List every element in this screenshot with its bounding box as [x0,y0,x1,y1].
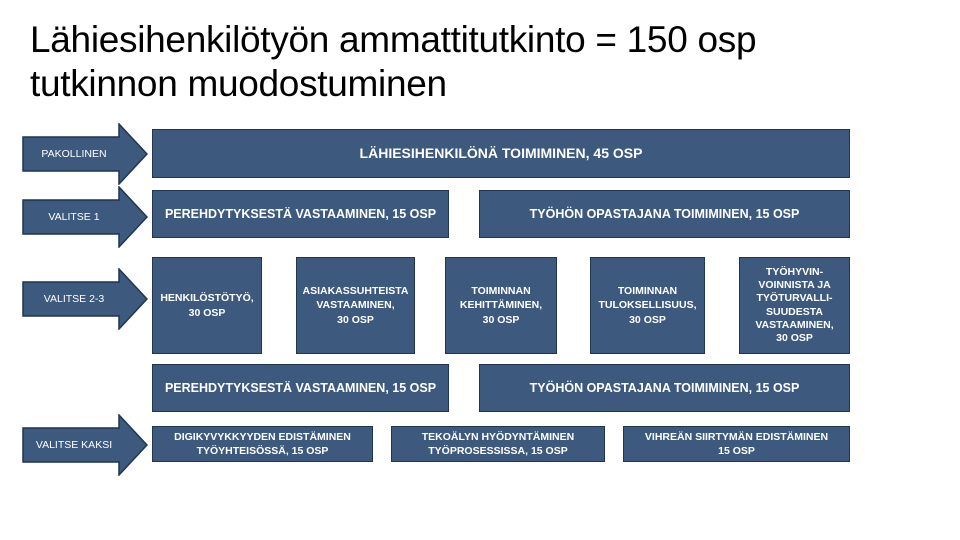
arrow-label-valitse-2-3: VALITSE 2-3 [43,293,105,305]
page-title [30,18,930,106]
arrow-valitse-2-3 [22,268,148,330]
title-line-1: Lähiesihenkilötyön ammattitutkinto = 150 osp [30,19,757,60]
arrow-label-pakollinen: PAKOLLINEN [41,148,107,160]
arrow-valitse-kaksi [22,414,148,476]
module-vihrean-siirtyman-edistaminen: VIHREÄN SIIRTYMÄN EDISTÄMINEN 15 OSP [623,426,850,462]
arrow-label-valitse-1: VALITSE 1 [48,211,100,223]
module-tekoalyn-hyodyntaminen: TEKOÄLYN HYÖDYNTÄMINEN TYÖPROSESSISSA, 15 OSP [391,426,605,462]
module-tyohyvinvoinnista-vastaaminen: TYÖHYVIN- VOINNISTA JA TYÖTURVALLI- SUUDESTA VASTAAMINEN, 30 OSP [739,257,850,354]
module-henkilostotyo: HENKILÖSTÖTYÖ, 30 OSP [152,257,262,354]
module-asiakassuhteista-vastaaminen: ASIAKASSUHTEISTA VASTAAMINEN, 30 OSP [296,257,415,354]
module-perehdytyksesta-vastaaminen: PEREHDYTYKSESTÄ VASTAAMINEN, 15 OSP [152,190,449,238]
module-digikyvykkyyden-edistaminen: DIGIKYVYKKYYDEN EDISTÄMINEN TYÖYHTEISÖSSÄ, 15 OSP [152,426,373,462]
module-toiminnan-tuloksellisuus: TOIMINNAN TULOKSELLISUUS, 30 OSP [590,257,705,354]
module-tyohon-opastajana-toimiminen-2: TYÖHÖN OPASTAJANA TOIMIMINEN, 15 OSP [479,364,850,412]
arrow-valitse-1 [22,186,148,248]
module-lahiesihenkilona-toimiminen: LÄHIESIHENKILÖNÄ TOIMIMINEN, 45 OSP [152,129,850,178]
arrow-label-valitse-kaksi: VALITSE KAKSI [35,439,113,451]
arrow-pakollinen [22,123,148,185]
module-tyohon-opastajana-toimiminen: TYÖHÖN OPASTAJANA TOIMIMINEN, 15 OSP [479,190,850,238]
title-line-2: tutkinnon muodostuminen [30,63,447,104]
module-toiminnan-kehittaminen: TOIMINNAN KEHITTÄMINEN, 30 OSP [445,257,557,354]
module-perehdytyksesta-vastaaminen-2: PEREHDYTYKSESTÄ VASTAAMINEN, 15 OSP [152,364,449,412]
